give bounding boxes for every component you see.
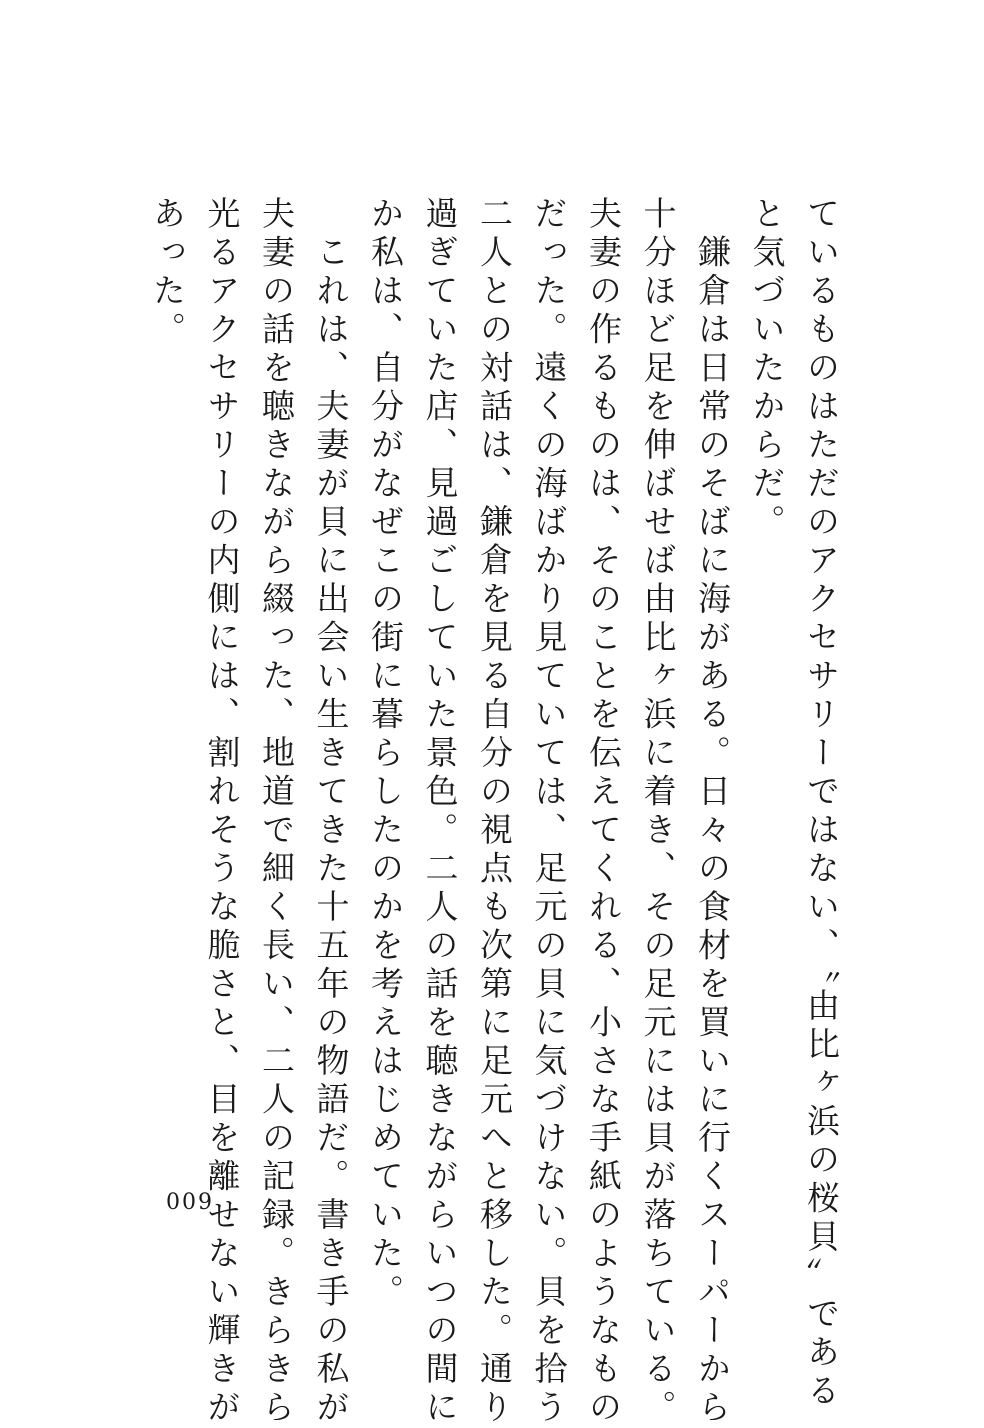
text-line-3: 鎌倉は日常のそばに海がある。日々の食材を買いに行くスーパーから xyxy=(693,196,732,1428)
text-line-7: 二人との対話は、鎌倉を見る自分の視点も次第に足元へと移した。通り xyxy=(475,196,514,1428)
text-line-2: と気づいたからだ。 xyxy=(747,196,787,543)
page-number: 009 xyxy=(166,1190,214,1215)
text-line-10: これは、夫妻が貝に出会い生きてきた十五年の物語だ。書き手の私が xyxy=(311,196,351,1428)
text-line-5: 夫妻の作るものは、そのことを伝えてくれる、小さな手紙のようなもの xyxy=(584,196,623,1428)
text-line-8: 過ぎていた店、見過ごしていた景色。二人の話を聴きながらいつの間に xyxy=(420,196,460,1428)
text-line-4: 十分ほど足を伸ばせば由比ヶ浜に着き、その足元には貝が落ちている。 xyxy=(638,196,678,1428)
text-line-13: あった。 xyxy=(148,196,187,350)
text-line-12: 光るアクセサリーの内側には、割れそうな脆さと、目を離せない輝きが xyxy=(202,196,242,1428)
text-line-9: か私は、自分がなぜこの街に暮らしたのかを考えはじめていた。 xyxy=(366,196,405,1313)
text-line-11: 夫妻の話を聴きながら綴った、地道で細く長い、二人の記録。きらきら xyxy=(257,196,296,1428)
text-line-1: ているものはただのアクセサリーではない、〝由比ヶ浜の桜貝〟である xyxy=(802,196,841,1412)
text-line-6: だった。遠くの海ばかり見ていては、足元の貝に気づけない。貝を拾う xyxy=(529,196,569,1428)
